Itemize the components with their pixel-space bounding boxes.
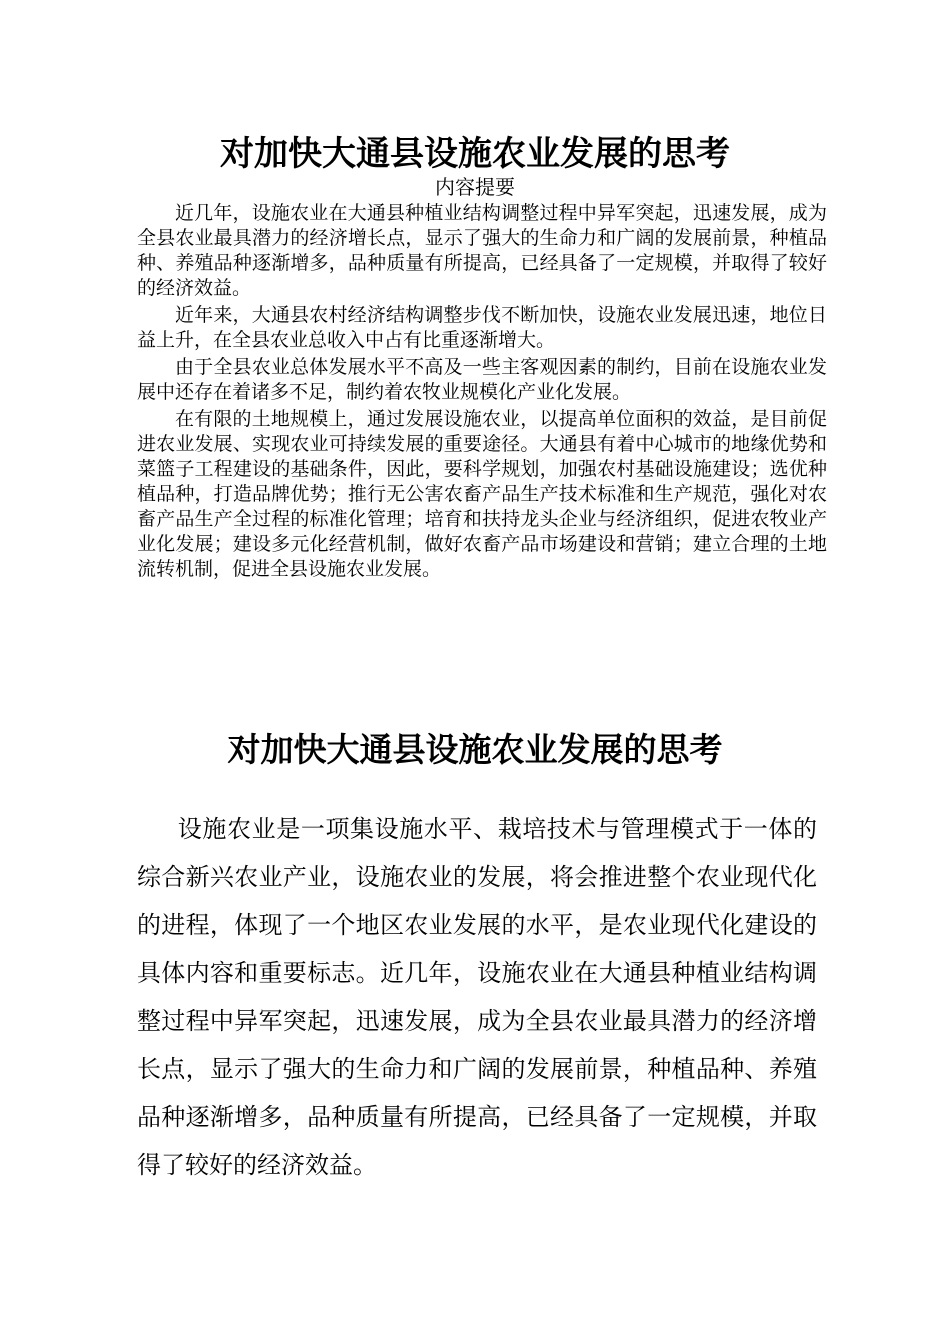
document-title: 对加快大通县设施农业发展的思考 <box>220 134 730 174</box>
abstract-paragraph: 由于全县农业总体发展水平不高及一些主客观因素的制约，目前在设施农业发展中还存在着诸多不足，制约着农牧业规模化产业化发展。 <box>137 356 827 403</box>
abstract-paragraph: 近几年，设施农业在大通县种植业结构调整过程中异军突起，迅速发展，成为全县农业最具潜力的经济增长点，显示了强大的生命力和广阔的发展前景，种植品种、养殖品种逐渐增多，品种质量有所提高，已经具备了一定规模，并取得了较好的经济效益。 <box>137 202 827 299</box>
body-title: 对加快大通县设施农业发展的思考 <box>227 730 723 769</box>
body-section <box>137 805 817 1189</box>
abstract-heading: 内容提要 <box>435 175 515 199</box>
abstract-section <box>137 201 827 584</box>
body-paragraph: 设施农业是一项集设施水平、栽培技术与管理模式于一体的综合新兴农业产业，设施农业的发展，将会推进整个农业现代化的进程，体现了一个地区农业发展的水平，是农业现代化建设的具体内容和重要标志。近几年，设施农业在大通县种植业结构调整过程中异军突起，迅速发展，成为全县农业最具潜力的经济增长点，显示了强大的生命力和广阔的发展前景，种植品种、养殖品种逐渐增多，品种质量有所提高，已经具备了一定规模，并取得了较好的经济效益。 <box>137 815 817 1179</box>
abstract-paragraph: 在有限的土地规模上，通过发展设施农业，以提高单位面积的效益，是目前促进农业发展、实现农业可持续发展的重要途径。大通县有着中心城市的地缘优势和菜篮子工程建设的基础条件，因此，要科学规划，加强农村基础设施建设；选优种植品种，打造品牌优势；推行无公害农畜产品生产技术标准和生产规范，强化对农畜产品生产全过程的标准化管理；培育和扶持龙头企业与经济组织，促进农牧业产业化发展；建设多元化经营机制，做好农畜产品市场建设和营销；建立合理的土地流转机制，促进全县设施农业发展。 <box>137 408 827 580</box>
abstract-paragraph: 近年来，大通县农村经济结构调整步伐不断加快，设施农业发展迅速，地位日益上升，在全县农业总收入中占有比重逐渐增大。 <box>137 304 827 351</box>
